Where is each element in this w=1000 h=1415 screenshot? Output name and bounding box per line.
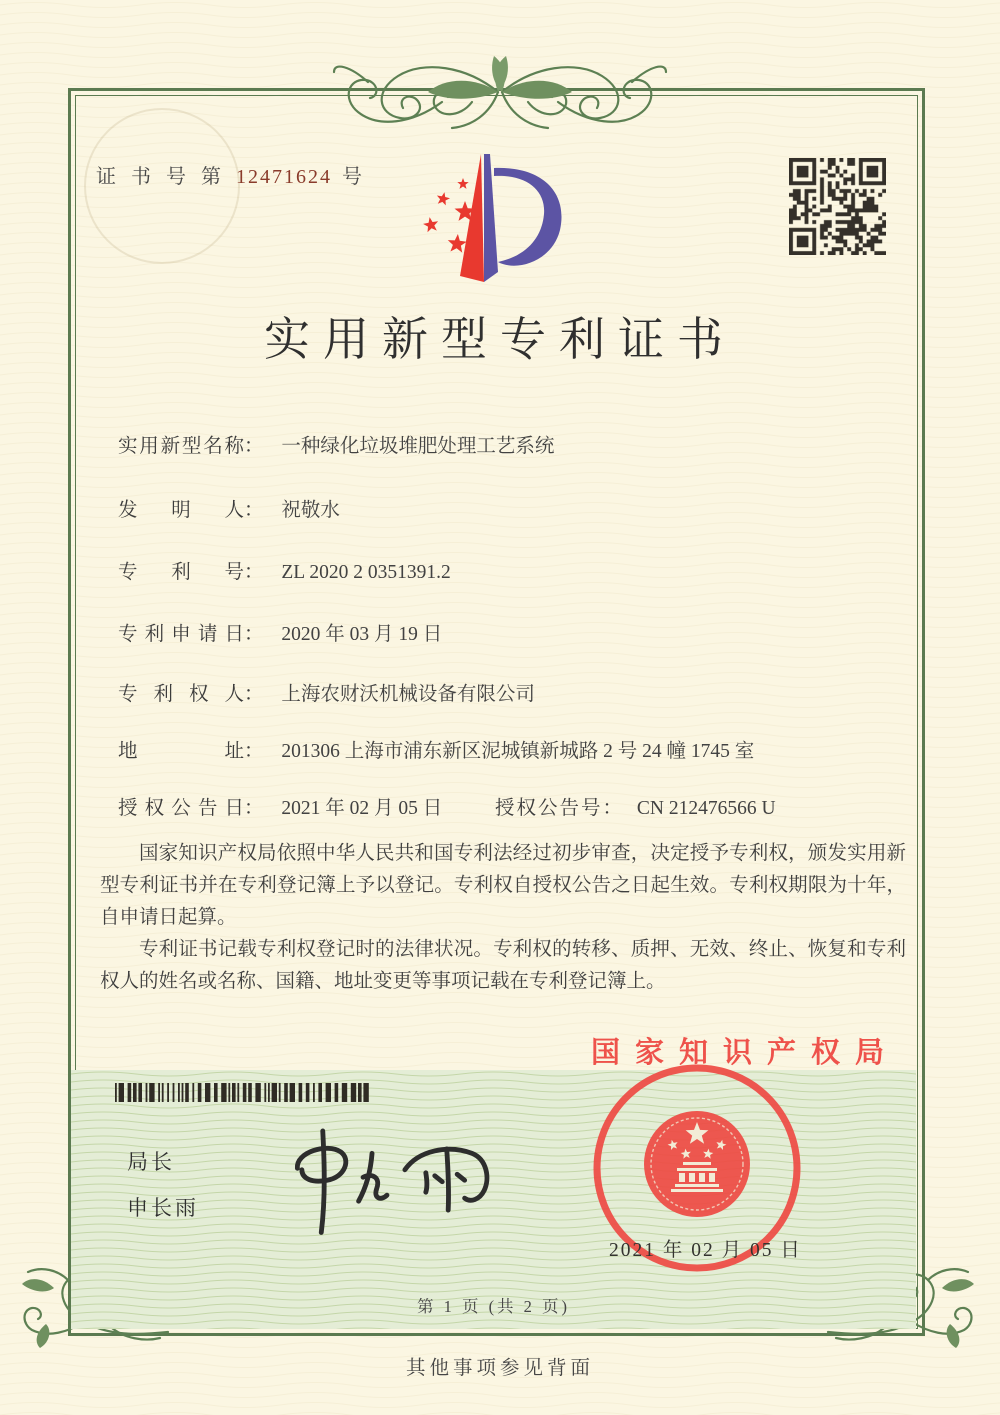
page-number: 第 1 页 (共 2 页) [416,1297,571,1316]
seal-text: 国家知识产权局 [591,1037,900,1069]
field-value: 2020 年 03 月 19 日 [281,624,443,645]
legal-paragraph-1: 国家知识产权局依照中华人民共和国专利法经过初步审查，决定授予专利权，颁发实用新型专利证书并在专利登记簿上予以登记。专利权自授权公告之日起生效。专利权期限为十年，自申请日起算。 [100,843,906,928]
qr-code [789,158,886,255]
cnipa-logo-icon [398,142,580,290]
field-patent-number [118,556,451,584]
field-patentee [118,678,535,706]
field-label: 授权公告号 [495,798,603,819]
field-label: 专利申请日 [118,624,244,645]
field-value: 201306 上海市浦东新区泥城镇新城路 2 号 24 幢 1745 室 [281,741,755,762]
field-colon: ： [244,624,264,645]
field-colon: ： [244,741,264,762]
top-border-ornament-icon [332,46,668,150]
field-grant-number [495,792,776,820]
field-colon: ： [602,798,623,819]
field-value: 一种绿化垃圾堆肥处理工艺系统 [281,436,555,457]
field-value: ZL 2020 2 0351391.2 [281,562,451,583]
legal-text [100,838,906,998]
field-value: 2021 年 02 月 05 日 [281,798,443,819]
field-grant-date [118,792,776,820]
barcode [115,1083,377,1102]
field-inventor [118,494,340,522]
certificate-number-prefix: 证 书 号 第 [96,166,226,188]
field-utility-model-name [118,430,554,458]
certificate-number: 12471624 [236,166,332,188]
field-address [118,735,754,763]
legal-paragraph-2: 专利证书记载专利权登记时的法律状况。专利权的转移、质押、无效、终止、恢复和专利权人的姓名或名称、国籍、地址变更等事项记载在专利登记簿上。 [100,939,906,992]
certificate-number-suffix: 号 [342,166,367,188]
director-title-label: 局长 [127,1151,175,1174]
field-label: 授权公告日 [118,798,244,819]
field-colon: ： [244,798,264,819]
field-value: 祝敬水 [281,500,340,521]
field-value: 上海农财沃机械设备有限公司 [281,684,535,705]
footer-note: 其他事项参见背面 [405,1358,594,1379]
field-filing-date [118,618,442,646]
field-colon: ： [244,562,264,583]
field-label: 地址 [118,741,244,762]
certificate-title: 实用新型专利证书 [264,314,736,365]
field-label: 专利权人 [118,684,244,705]
field-label: 实用新型名称 [118,436,244,457]
field-colon: ： [244,436,264,457]
field-colon: ： [244,500,264,521]
certificate-number-line [96,160,367,189]
field-label: 发明人 [118,500,244,521]
field-colon: ： [244,684,264,705]
director-signature [269,1114,493,1242]
field-value: CN 212476566 U [636,798,776,819]
signature-band [71,1037,916,1329]
field-label: 专利号 [118,562,244,583]
director-name-label: 申长雨 [127,1197,199,1220]
seal-date: 2021 年 02 月 05 日 [609,1240,802,1261]
